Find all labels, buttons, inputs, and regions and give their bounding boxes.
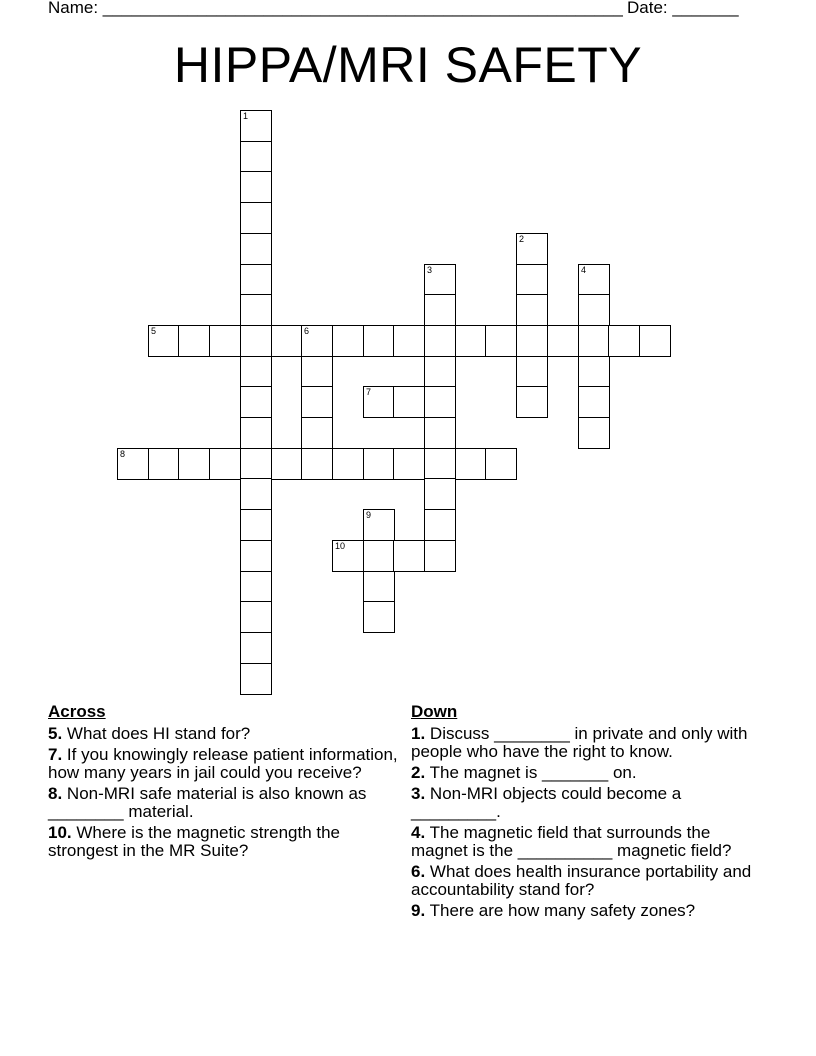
cell-number: 8 [120, 449, 126, 459]
clue-text: Discuss ________ in private and only with people who have the right to know. [411, 724, 748, 761]
crossword-cell[interactable] [209, 448, 241, 480]
crossword-cell[interactable] [578, 356, 610, 388]
crossword-cell[interactable] [332, 448, 364, 480]
crossword-cell[interactable] [424, 294, 456, 326]
crossword-cell[interactable] [240, 601, 272, 633]
down-clues [411, 703, 761, 923]
clue-text: If you knowingly release patient information, how many years in jail could you receive? [48, 745, 398, 782]
crossword-cell[interactable] [424, 478, 456, 510]
crossword-cell[interactable] [393, 448, 425, 480]
crossword-cell[interactable] [209, 325, 241, 357]
crossword-cell[interactable] [578, 386, 610, 418]
across-clue [48, 746, 398, 782]
clue-number: 1. [411, 724, 426, 743]
crossword-cell[interactable] [516, 386, 548, 418]
down-clue [411, 863, 761, 899]
clue-number: 10. [48, 823, 72, 842]
cell-number: 1 [243, 111, 249, 121]
crossword-cell[interactable] [240, 540, 272, 572]
crossword-cell[interactable] [240, 294, 272, 326]
crossword-cell[interactable] [639, 325, 671, 357]
crossword-cell[interactable] [363, 540, 395, 572]
clue-number: 8. [48, 784, 63, 803]
crossword-cell[interactable] [578, 325, 610, 357]
crossword-cell[interactable] [485, 448, 517, 480]
crossword-cell[interactable] [363, 448, 395, 480]
crossword-cell[interactable] [363, 325, 395, 357]
clue-text: The magnetic field that surrounds the magnet is the __________ magnetic field? [411, 823, 732, 860]
crossword-cell[interactable] [240, 478, 272, 510]
crossword-cell[interactable] [240, 632, 272, 664]
clue-text: There are how many safety zones? [429, 901, 696, 920]
cell-number: 4 [581, 265, 587, 275]
clue-number: 6. [411, 862, 426, 881]
date-field[interactable]: Date: _______ [627, 0, 739, 17]
crossword-cell[interactable] [424, 264, 456, 296]
crossword-cell[interactable] [271, 325, 303, 357]
down-clue [411, 764, 761, 782]
across-clues [48, 703, 398, 863]
crossword-cell[interactable] [178, 325, 210, 357]
crossword-cell[interactable] [424, 356, 456, 388]
clue-text: The magnet is _______ on. [429, 763, 637, 782]
crossword-cell[interactable] [301, 448, 333, 480]
down-heading: Down [411, 702, 458, 721]
crossword-cell[interactable] [301, 417, 333, 449]
crossword-cell[interactable] [578, 264, 610, 296]
clue-number: 2. [411, 763, 426, 782]
crossword-cell[interactable] [271, 448, 303, 480]
cell-number: 6 [304, 326, 310, 336]
cell-number: 5 [151, 326, 157, 336]
cell-number: 3 [427, 265, 433, 275]
crossword-cell[interactable] [240, 417, 272, 449]
crossword-cell[interactable] [393, 540, 425, 572]
clue-number: 5. [48, 724, 63, 743]
crossword-cell[interactable] [240, 448, 272, 480]
crossword-cell[interactable] [240, 171, 272, 203]
cell-number: 10 [335, 541, 346, 551]
across-heading: Across [48, 702, 106, 721]
crossword-cell[interactable] [578, 417, 610, 449]
clue-number: 4. [411, 823, 426, 842]
crossword-cell[interactable] [363, 386, 395, 418]
down-clue [411, 902, 761, 920]
clue-text: Non-MRI objects could become a _________. [411, 784, 682, 821]
crossword-cell[interactable] [332, 540, 364, 572]
crossword-cell[interactable] [240, 356, 272, 388]
crossword-cell[interactable] [240, 141, 272, 173]
crossword-cell[interactable] [424, 325, 456, 357]
crossword-cell[interactable] [332, 325, 364, 357]
crossword-cell[interactable] [455, 325, 487, 357]
crossword-cell[interactable] [424, 448, 456, 480]
crossword-cell[interactable] [393, 325, 425, 357]
crossword-cell[interactable] [301, 325, 333, 357]
crossword-cell[interactable] [578, 294, 610, 326]
crossword-cell[interactable] [516, 356, 548, 388]
clue-text: Where is the magnetic strength the strongest in the MR Suite? [48, 823, 341, 860]
crossword-cell[interactable] [547, 325, 579, 357]
crossword-cell[interactable] [240, 509, 272, 541]
crossword-cell[interactable] [424, 540, 456, 572]
crossword-cell[interactable] [240, 110, 272, 142]
clue-number: 7. [48, 745, 63, 764]
name-field[interactable]: Name: _______________________________________________________ [48, 0, 623, 17]
crossword-cell[interactable] [148, 448, 180, 480]
crossword-cell[interactable] [424, 417, 456, 449]
clue-text: Non-MRI safe material is also known as ________ material. [48, 784, 367, 821]
cell-number: 7 [366, 387, 372, 397]
cell-number: 2 [519, 234, 525, 244]
crossword-cell[interactable] [301, 386, 333, 418]
cell-number: 9 [366, 510, 372, 520]
across-clue [48, 785, 398, 821]
crossword-cell[interactable] [363, 571, 395, 603]
crossword-cell[interactable] [608, 325, 640, 357]
crossword-cell[interactable] [240, 202, 272, 234]
clue-number: 9. [411, 901, 426, 920]
crossword-cell[interactable] [240, 663, 272, 695]
crossword-cell[interactable] [516, 233, 548, 265]
clue-text: What does HI stand for? [66, 724, 251, 743]
crossword-cell[interactable] [363, 601, 395, 633]
crossword-cell[interactable] [516, 325, 548, 357]
crossword-cell[interactable] [516, 264, 548, 296]
across-clue [48, 725, 398, 743]
page-title: HIPPA/MRI SAFETY [173, 37, 643, 93]
down-clue [411, 725, 761, 761]
crossword-cell[interactable] [240, 571, 272, 603]
crossword-cell[interactable] [240, 325, 272, 357]
crossword-cell[interactable] [301, 356, 333, 388]
crossword-cell[interactable] [240, 386, 272, 418]
crossword-cell[interactable] [424, 386, 456, 418]
clue-number: 3. [411, 784, 426, 803]
crossword-cell[interactable] [148, 325, 180, 357]
across-clue [48, 824, 398, 860]
crossword-cell[interactable] [117, 448, 149, 480]
crossword-cell[interactable] [485, 325, 517, 357]
crossword-cell[interactable] [240, 264, 272, 296]
crossword-cell[interactable] [363, 509, 395, 541]
crossword-cell[interactable] [516, 294, 548, 326]
down-clue [411, 785, 761, 821]
crossword-cell[interactable] [240, 233, 272, 265]
crossword-cell[interactable] [424, 509, 456, 541]
crossword-cell[interactable] [178, 448, 210, 480]
clue-text: What does health insurance portability and accountability stand for? [411, 862, 752, 899]
crossword-cell[interactable] [455, 448, 487, 480]
down-clue [411, 824, 761, 860]
crossword-cell[interactable] [393, 386, 425, 418]
